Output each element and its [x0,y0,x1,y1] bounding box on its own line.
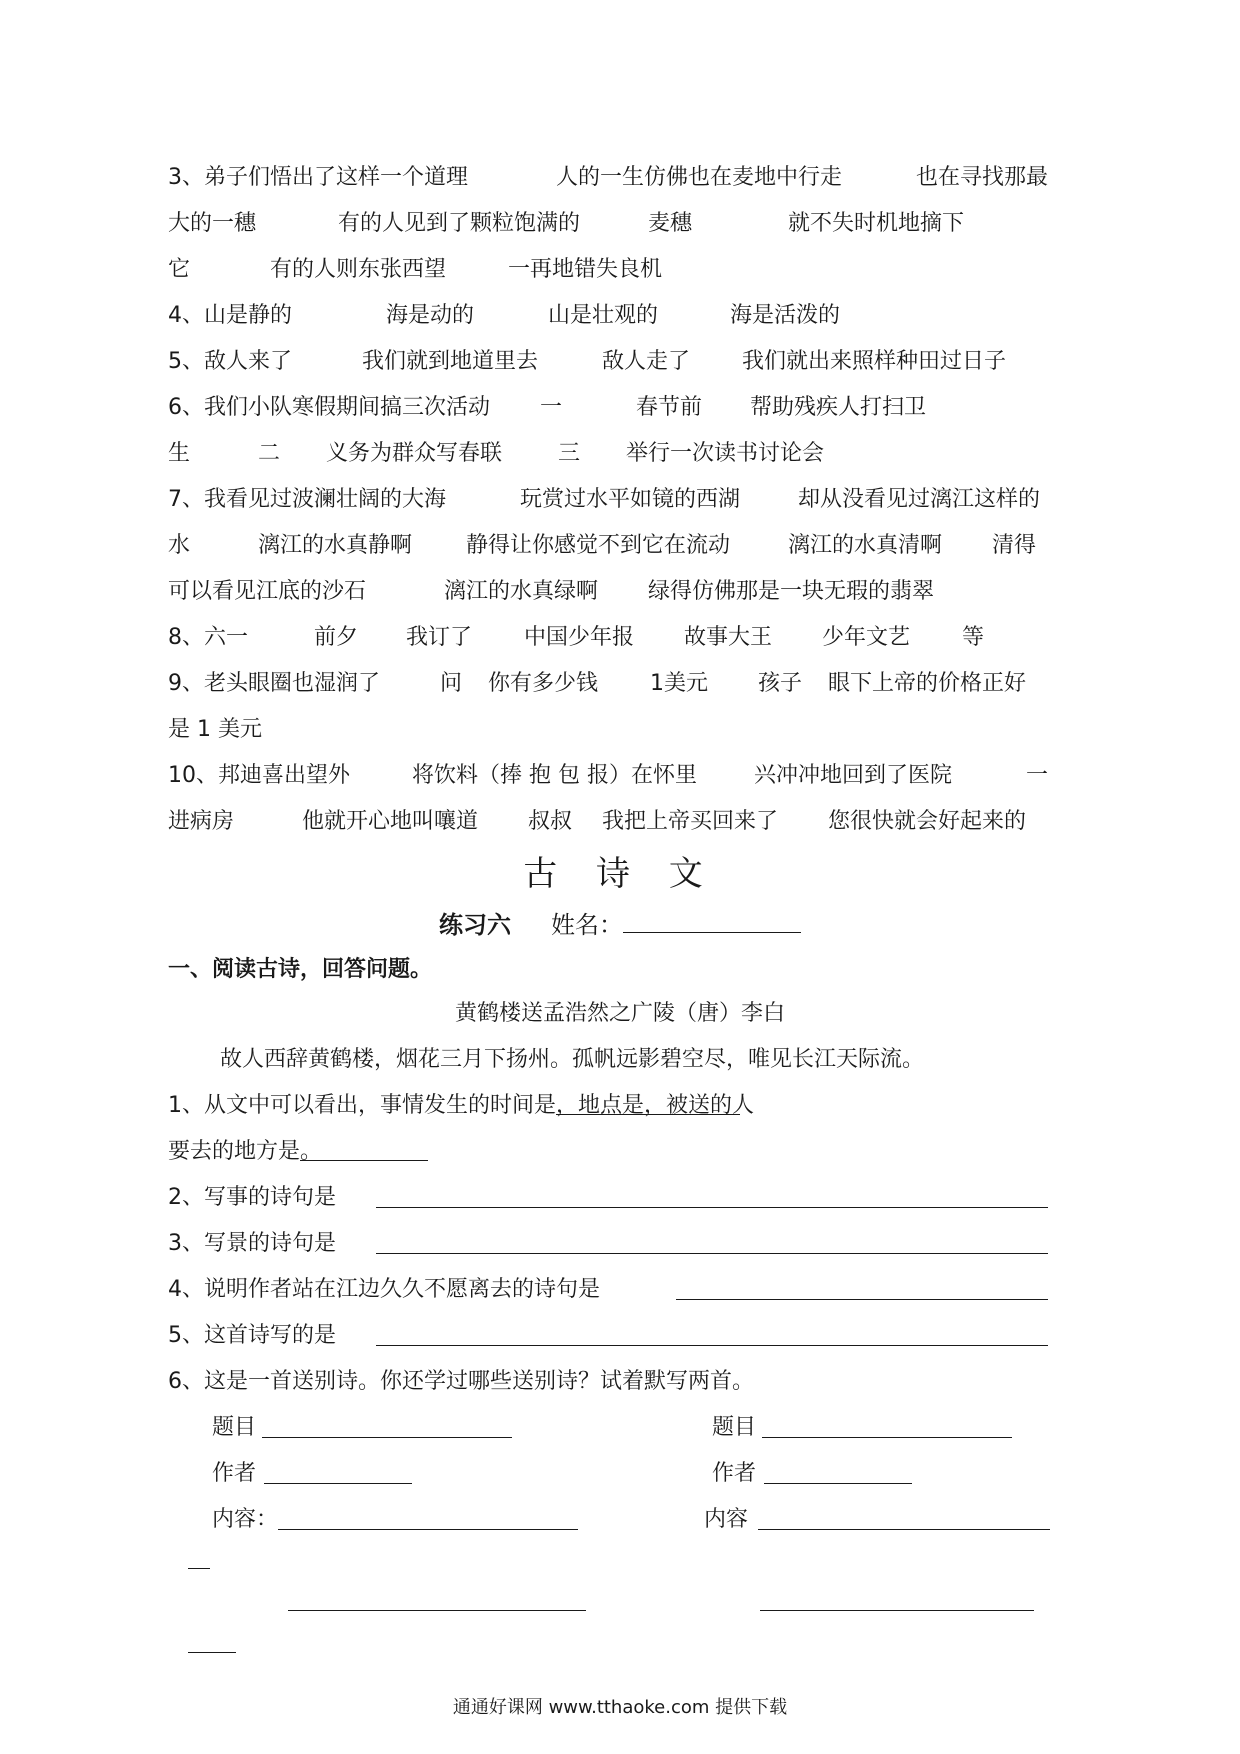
part1-heading-text: 一、阅读古诗，回答问题。 [168,957,433,982]
text-segment: 少年文艺 [822,625,911,650]
text-segment: 将饮料（捧 抱 包 报）在怀里 [412,763,697,788]
text-segment: 静得让你感觉不到它在流动 [466,533,731,558]
right-title-label: 题目 [712,1415,757,1440]
q1-text [168,1086,754,1126]
left-content-line-2[interactable] [288,1610,586,1611]
q1-time-blank[interactable] [556,1086,652,1115]
q1-part-e: 。 [300,1139,323,1164]
text-segment: 可以看见江底的沙石 [168,579,367,604]
q6-text: 6、这是一首送别诗。你还学过哪些送别诗？试着默写两首。 [168,1369,754,1394]
q3-answer-line[interactable] [376,1253,1048,1254]
text-segment: 人的一生仿佛也在麦地中行走 [556,165,843,190]
text-segment: 玩赏过水平如镜的西湖 [520,487,741,512]
text-segment: 海是动的 [386,303,475,328]
right-content-label: 内容 [704,1507,749,1532]
exercise-header [0,904,1240,944]
section-title: 古 诗 文 [523,854,717,894]
right-author-label: 作者 [712,1461,757,1486]
text-segment: 4、山是静的 [168,303,292,328]
q1-part-d: 要去的地方是 [168,1139,301,1164]
text-segment: 举行一次读书讨论会 [626,441,825,466]
q2-text: 2、写事的诗句是 [168,1185,336,1210]
text-segment: 你有多少钱 [488,671,599,696]
text-segment: 您很快就会好起来的 [828,809,1027,834]
q5-text: 5、这首诗写的是 [168,1323,336,1348]
left-content-label: 内容： [212,1507,279,1532]
text-segment: 我们就出来照样种田过日子 [742,349,1007,374]
name-label: 姓名： [551,911,623,939]
q3-text: 3、写景的诗句是 [168,1231,336,1256]
poem-title: 黄鹤楼送孟浩然之广陵（唐）李白 [454,1001,785,1026]
text-segment: 它 [168,257,191,282]
text-segment: 10、邦迪喜出望外 [168,763,350,788]
text-segment: 等 [962,625,985,650]
text-segment: 义务为群众写春联 [326,441,503,466]
text-segment: 7、我看见过波澜壮阔的大海 [168,487,446,512]
text-segment: 我们就到地道里去 [362,349,539,374]
text-segment: 6、我们小队寒假期间搞三次活动 [168,395,490,420]
right-title-blank[interactable] [762,1437,1012,1438]
text-segment: 孩子 [758,671,803,696]
text-segment: 前夕 [314,625,359,650]
text-segment: 有的人见到了颗粒饱满的 [338,211,581,236]
left-content-blank[interactable] [278,1529,578,1530]
q1-part-c: ，被送的人 [644,1093,755,1118]
text-segment: 一再地错失良机 [508,257,663,282]
text-segment: 也在寻找那最 [916,165,1049,190]
text-segment: 大的一穗 [168,211,257,236]
q1-place-blank[interactable] [644,1086,740,1115]
q1-part-a: 1、从文中可以看出，事情发生的时间是 [168,1093,556,1118]
text-segment: 中国少年报 [524,625,635,650]
text-segment: 敌人走了 [602,349,691,374]
right-author-blank[interactable] [764,1483,912,1484]
left-title-label: 题目 [212,1415,257,1440]
exercise-label: 练习六 [439,911,511,939]
text-segment: 叔叔 [528,809,573,834]
left-author-label: 作者 [212,1461,257,1486]
text-segment: 清得 [992,533,1037,558]
text-segment: 3、弟子们悟出了这样一个道理 [168,165,468,190]
text-segment: 漓江的水真清啊 [788,533,943,558]
text-segment: 有的人则东张西望 [270,257,447,282]
text-segment: 8、六一 [168,625,248,650]
text-segment: 三 [558,441,581,466]
text-segment: 1美元 [650,671,708,696]
q2-answer-line[interactable] [376,1207,1048,1208]
text-segment: 我把上帝买回来了 [602,809,779,834]
text-segment: 兴冲冲地回到了医院 [754,763,953,788]
right-content-line-2[interactable] [760,1610,1034,1611]
q4-answer-line[interactable] [676,1299,1048,1300]
text-segment: 进病房 [168,809,235,834]
text-segment: 却从没看见过漓江这样的 [798,487,1041,512]
content-continuation-stub-2 [188,1652,236,1653]
text-segment: 就不失时机地摘下 [788,211,965,236]
name-blank[interactable] [623,904,801,933]
text-segment: 故事大王 [684,625,773,650]
q4-text: 4、说明作者站在江边久久不愿离去的诗句是 [168,1277,600,1302]
text-segment: 问 [440,671,463,696]
text-segment: 9、老头眼圈也湿润了 [168,671,380,696]
text-segment: 一 [1026,763,1049,788]
text-segment: 漓江的水真绿啊 [444,579,599,604]
left-author-blank[interactable] [264,1483,412,1484]
text-segment: 是 1 美元 [168,717,262,742]
text-segment: 山是壮观的 [548,303,659,328]
text-segment: 绿得仿佛那是一块无瑕的翡翠 [648,579,935,604]
text-segment: 麦穗 [648,211,693,236]
text-segment: 水 [168,533,191,558]
text-segment: 5、敌人来了 [168,349,292,374]
text-segment: 漓江的水真静啊 [258,533,413,558]
q5-answer-line[interactable] [376,1345,1048,1346]
poem-text: 故人西辞黄鹤楼，烟花三月下扬州。孤帆远影碧空尽，唯见长江天际流。 [220,1047,925,1072]
text-segment: 眼下上帝的价格正好 [828,671,1027,696]
text-segment: 生 [168,441,191,466]
text-segment: 二 [258,441,281,466]
text-segment: 一 [540,395,563,420]
q1-text-2 [168,1132,322,1172]
q1-destination-blank[interactable] [300,1132,428,1161]
text-segment: 我订了 [406,625,473,650]
right-content-blank[interactable] [758,1529,1050,1530]
text-segment: 海是活泼的 [730,303,841,328]
left-title-blank[interactable] [262,1437,512,1438]
content-continuation-stub [188,1568,210,1569]
text-segment: 春节前 [636,395,703,420]
footer-credit: 通通好课网 www.tthaoke.com 提供下载 [452,1697,788,1718]
text-segment: 他就开心地叫嚷道 [302,809,479,834]
text-segment: 帮助残疾人打扫卫 [750,395,927,420]
q1-part-b: ，地点是 [556,1093,645,1118]
